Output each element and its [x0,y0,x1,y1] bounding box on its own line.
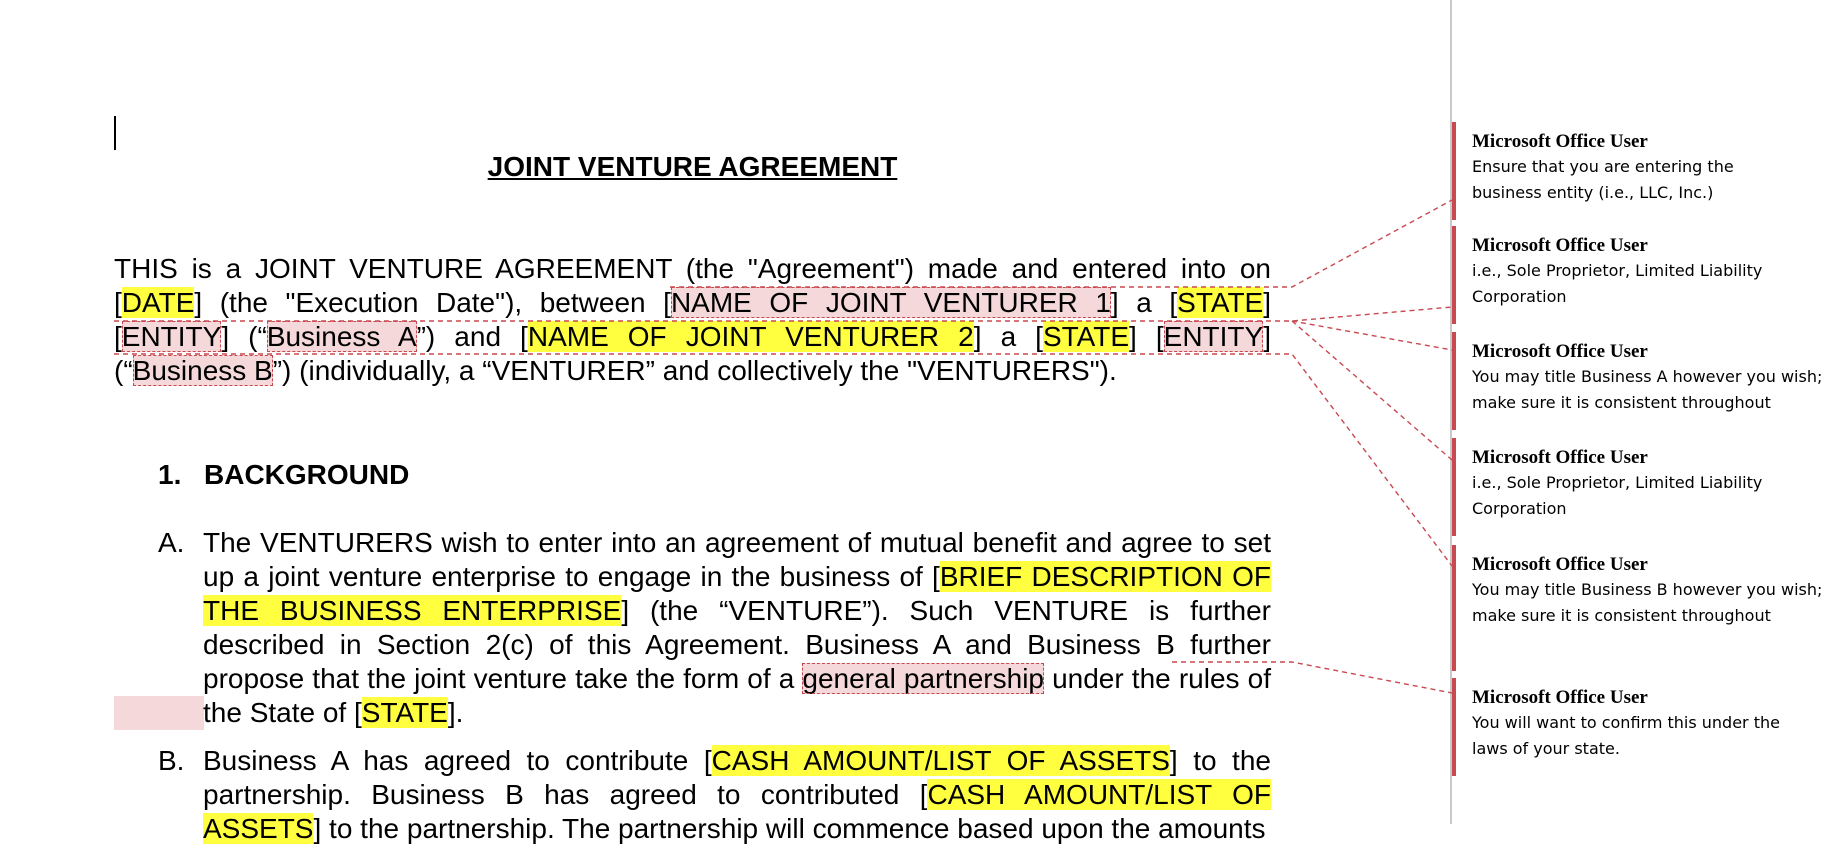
comment-text: business entity (i.e., LLC, Inc.) [1472,183,1714,202]
intro-text: ] [ [1129,321,1164,352]
comment-text: make sure it is consistent throughout [1472,393,1771,412]
venturer2-placeholder[interactable]: NAME OF JOINT VENTURER 2 [527,321,974,352]
item-text: ] to the partnership. Business B has agreed to contributed [ [203,745,1271,810]
item-text: ] to the partnership. The partnership will commence based upon the amounts [313,813,1266,844]
state2-placeholder[interactable]: STATE [1042,321,1130,352]
intro-text: THIS is a JOINT VENTURE AGREEMENT (the "Agreement") made and entered into on [ [114,253,1271,318]
comment-text: make sure it is consistent throughout [1472,606,1771,625]
item-text: Business A has agreed to contribute [ [203,745,712,776]
business-description-placeholder[interactable]: BRIEF DESCRIPTION OF THE BUSINESS ENTERPRISE [203,561,1272,626]
item-text: ] (the “VENTURE”). Such VENTURE is further described in Section 2(c) of this Agreement. Business A and Business B further propose that the joint venture take the form of a [203,595,1271,694]
list-item-body [203,744,1271,846]
intro-paragraph[interactable] [114,252,1271,388]
business-a-placeholder[interactable]: Business A [266,321,417,352]
comment-text: laws of your state. [1472,739,1620,758]
comment-balloon[interactable] [1452,332,1822,430]
venturer1-placeholder[interactable]: NAME OF JOINT VENTURER 1 [670,287,1111,318]
comment-text: Corporation [1472,287,1567,306]
comment-balloon[interactable] [1452,226,1763,324]
comment-text: i.e., Sole Proprietor, Limited Liability [1472,261,1763,280]
comment-text: Corporation [1472,499,1567,518]
entity1-placeholder[interactable]: ENTITY [121,321,222,352]
list-item-body [203,526,1271,730]
comment-author: Microsoft Office User [1472,554,1648,575]
cash-amount-placeholder[interactable]: CASH AMOUNT/LIST OF ASSETS [711,745,1170,776]
item-text: ]. [447,697,464,728]
entity2-placeholder[interactable]: ENTITY [1163,321,1264,352]
state1-placeholder[interactable]: STATE [1177,287,1264,318]
comment-author: Microsoft Office User [1472,131,1648,152]
comment-balloon[interactable] [1452,438,1763,536]
date-placeholder[interactable]: DATE [121,287,195,318]
state-placeholder[interactable]: STATE [361,697,448,728]
comment-balloon[interactable] [1452,678,1780,776]
list-item-a[interactable] [158,526,1271,730]
business-b-placeholder[interactable]: Business B [132,355,273,386]
intro-text: ”) and [ [416,321,528,352]
intro-text: ] (“ [114,321,1271,386]
intro-text: ] a [ [973,321,1043,352]
list-marker: A. [158,527,185,558]
intro-text: ] [ [114,287,1272,352]
intro-text: ] a [ [1110,287,1178,318]
comment-author: Microsoft Office User [1472,235,1648,256]
comment-text: Ensure that you are entering the [1472,157,1734,176]
intro-text: ] (the "Execution Date"), between [ [194,287,671,318]
item-text: The VENTURERS wish to enter into an agreement of mutual benefit and agree to set up a joint venture enterprise to engage in the business of [ [203,527,1271,592]
section-heading-background [158,458,409,492]
document-title: JOINT VENTURE AGREEMENT [487,151,898,182]
comment-author: Microsoft Office User [1472,341,1648,362]
list-marker: B. [158,745,185,776]
comment-author: Microsoft Office User [1472,687,1648,708]
comment-text: i.e., Sole Proprietor, Limited Liability [1472,473,1763,492]
comment-author: Microsoft Office User [1472,447,1648,468]
item-text: under the rules of the State of [ [203,663,1271,728]
intro-text: ”) (individually, a “VENTURER” and collectively the "VENTURERS"). [272,355,1117,386]
text-cursor [114,116,116,150]
list-item-b[interactable] [158,744,1271,846]
comment-balloon[interactable] [1452,122,1734,220]
comment-balloon[interactable] [1452,545,1822,671]
section-number: 1. [158,459,182,490]
section-title: BACKGROUND [204,459,410,490]
comment-text: You may title Business A however you wish; [1472,367,1822,386]
cash-amount-placeholder[interactable]: CASH AMOUNT/LIST OF ASSETS [203,779,1271,844]
comment-text: You will want to confirm this under the [1472,713,1780,732]
partnership-form-range[interactable]: general partnership [802,663,1044,694]
intro-text: ] (“ [221,321,267,352]
comment-text: You may title Business B however you wish; [1472,580,1822,599]
